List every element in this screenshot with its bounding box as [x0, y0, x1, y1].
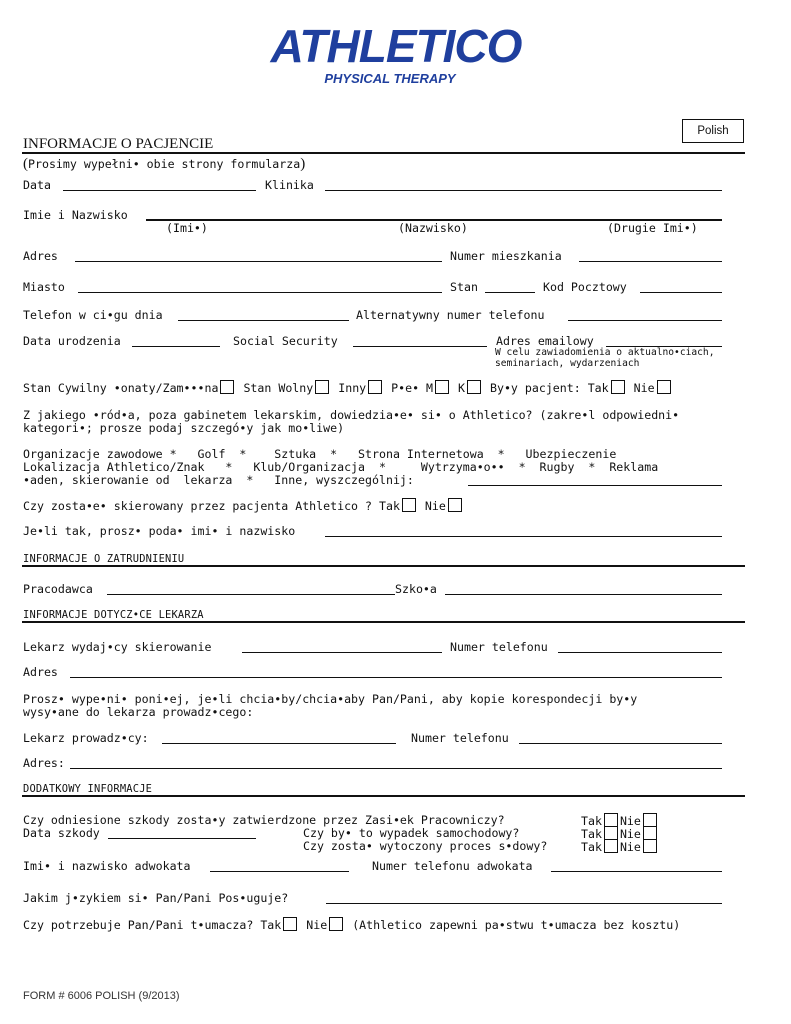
primary-doctor-field[interactable] — [162, 743, 396, 744]
school-field[interactable] — [445, 594, 722, 595]
auto-yes-label: Tak — [581, 827, 602, 841]
lawsuit-yes-checkbox[interactable] — [604, 839, 618, 853]
logo-subtitle: PHYSICAL THERAPY — [324, 71, 456, 86]
female-label: K — [458, 381, 465, 395]
birthdate-label: Data urodzenia — [23, 334, 121, 348]
copies-note-1: Prosz• wype•ni• poni•ej, je•li chcia•by/chcia•aby Pan/Pani, aby kopie korespondecji by•y — [23, 692, 638, 706]
auto-no-label: Nie — [619, 827, 641, 841]
injury-date-field[interactable] — [108, 838, 256, 839]
auto-accident-question: Czy by• to wypadek samochodowy? — [303, 826, 520, 840]
email-note-2: seminariach, wydarzeniach — [495, 358, 640, 369]
zip-field[interactable] — [640, 292, 722, 293]
email-note-1: W celu zawiadomienia o aktualno•ciach, — [495, 347, 715, 358]
interpreter-row — [23, 917, 680, 932]
klinika-field[interactable] — [325, 190, 722, 191]
birthdate-field[interactable] — [132, 346, 220, 347]
source-question-2: kategori•; prosze podaj szczegó•y jak mo•liwe) — [23, 421, 345, 435]
referring-doctor-label: Lekarz wydaj•cy skierowanie — [23, 640, 212, 654]
former-yes-checkbox[interactable] — [611, 380, 625, 394]
data-label: Data — [23, 178, 51, 192]
former-patient-label: By•y pacjent: Tak — [489, 381, 609, 395]
auto-yes-checkbox[interactable] — [604, 826, 618, 840]
wc-no-label: Nie — [619, 814, 641, 828]
female-checkbox[interactable] — [467, 380, 481, 394]
interpreter-no-label: Nie — [306, 918, 328, 932]
state-label: Stan — [450, 280, 478, 294]
name-sub-middle: (Drugie Imi•) — [607, 221, 698, 235]
title-rule — [22, 152, 745, 154]
city-label: Miasto — [23, 280, 65, 294]
instruction — [23, 155, 305, 173]
ssn-label: Social Security — [233, 334, 338, 348]
doctor-address-label: Adres — [23, 665, 58, 679]
additional-section-title: DODATKOWY INFORMACJE — [23, 783, 153, 795]
wc-no-checkbox[interactable] — [643, 813, 657, 827]
referred-yes-checkbox[interactable] — [402, 498, 416, 512]
injury-date-label: Data szkody — [23, 826, 100, 840]
apartment-label: Numer mieszkania — [450, 249, 562, 263]
referrer-name-label: Je•li tak, prosz• poda• imi• i nazwisko — [23, 524, 296, 538]
state-field[interactable] — [485, 292, 535, 293]
language-badge-label: Polish — [697, 125, 729, 137]
interpreter-yes-checkbox[interactable] — [283, 917, 297, 931]
zip-label: Kod Pocztowy — [543, 280, 627, 294]
source-options-1[interactable]: Organizacje zawodowe * Golf * Sztuka * Strona Internetowa * Ubezpieczenie — [23, 447, 617, 461]
doctor-phone-label: Numer telefonu — [450, 640, 548, 654]
source-other-field[interactable] — [468, 485, 722, 486]
lawsuit-question: Czy zosta• wytoczony proces s•dowy? — [303, 839, 548, 853]
language-badge — [682, 119, 744, 143]
auto-no-checkbox[interactable] — [643, 826, 657, 840]
source-options-3[interactable]: •aden, skierowanie od lekarza * Inne, wyszczególnij: — [23, 473, 414, 487]
city-field[interactable] — [78, 292, 442, 293]
address-label: Adres — [23, 249, 58, 263]
klinika-label: Klinika — [265, 178, 314, 192]
additional-rule — [22, 795, 745, 797]
lawsuit-no-checkbox[interactable] — [643, 839, 657, 853]
single-checkbox[interactable] — [315, 380, 329, 394]
primary-phone-label: Numer telefonu — [411, 731, 509, 745]
doctor-section-title: INFORMACJE DOTYCZ•CE LEKARZA — [23, 609, 204, 621]
attorney-phone-label: Numer telefonu adwokata — [372, 859, 533, 873]
data-field[interactable] — [63, 190, 256, 191]
address-field[interactable] — [75, 261, 442, 262]
email-label: Adres emailowy — [496, 334, 594, 348]
gender-label: P•e• M — [391, 381, 434, 395]
referrer-name-field[interactable] — [325, 536, 722, 537]
lawsuit-yes-label: Tak — [581, 840, 602, 854]
marital-row — [23, 380, 673, 395]
attorney-name-label: Imi• i nazwisko adwokata — [23, 859, 191, 873]
name-sub-first: (Imi•) — [166, 221, 208, 235]
wc-yes-label: Tak — [581, 814, 602, 828]
source-options-2[interactable]: Lokalizacja Athletico/Znak * Klub/Organizacja * Wytrzyma•o•• * Rugby * Reklama — [23, 460, 659, 474]
married-checkbox[interactable] — [220, 380, 234, 394]
employer-field[interactable] — [107, 594, 395, 595]
marital-other-label: Inny — [338, 381, 367, 395]
lawsuit-options — [581, 839, 659, 854]
logo-mark — [262, 18, 530, 88]
instruction-paren-open: ( — [23, 156, 28, 172]
former-no-checkbox[interactable] — [657, 380, 671, 394]
referring-doctor-field[interactable] — [242, 652, 442, 653]
instruction-paren-close: ) — [300, 156, 306, 172]
wc-yes-checkbox[interactable] — [604, 813, 618, 827]
primary-address-label: Adres: — [23, 756, 65, 770]
other-checkbox[interactable] — [368, 380, 382, 394]
language-question: Jakim j•zykiem si• Pan/Pani Pos•uguje? — [23, 891, 289, 905]
doctor-phone-field[interactable] — [558, 652, 722, 653]
primary-address-field[interactable] — [70, 768, 722, 769]
lawsuit-no-label: Nie — [619, 840, 641, 854]
employer-label: Pracodawca — [23, 582, 93, 596]
interpreter-question: Czy potrzebuje Pan/Pani t•umacza? Tak — [23, 918, 282, 932]
alt-phone-field[interactable] — [568, 320, 722, 321]
athletico-logo — [262, 18, 530, 88]
source-question-1: Z jakiego •ród•a, poza gabinetem lekarskim, dowiedzia•e• si• o Athletico? (zakre•l odpowiedni• — [23, 408, 680, 422]
referred-row — [23, 498, 464, 513]
name-label: Imie i Nazwisko — [23, 208, 128, 222]
day-phone-label: Telefon w ci•gu dnia — [23, 308, 163, 322]
marital-married-label: Stan Cywilny •onaty/Zam•••na — [23, 381, 219, 395]
ssn-field[interactable] — [353, 346, 487, 347]
doctor-rule — [22, 621, 745, 623]
marital-single-label: Stan Wolny — [243, 381, 314, 395]
name-sub-last: (Nazwisko) — [398, 221, 468, 235]
referred-no-checkbox[interactable] — [448, 498, 462, 512]
school-label: Szko•a — [395, 582, 437, 596]
instruction-text: Prosimy wypełni• obie strony formularza — [28, 157, 301, 171]
copies-note-2: wysy•ane do lekarza prowadz•cego: — [23, 705, 254, 719]
attorney-phone-field[interactable] — [551, 871, 722, 872]
page-title: INFORMACJE O PACJENCIE — [23, 136, 214, 152]
employment-rule — [22, 565, 745, 567]
logo-brand: ATHLETICO — [270, 20, 522, 72]
day-phone-field[interactable] — [178, 320, 349, 321]
referred-label: Czy zosta•e• skierowany przez pacjenta Athletico ? Tak — [23, 499, 400, 513]
primary-phone-field[interactable] — [519, 743, 722, 744]
referred-no-label: Nie — [424, 499, 446, 513]
primary-doctor-label: Lekarz prowadz•cy: — [23, 731, 149, 745]
attorney-name-field[interactable] — [210, 871, 349, 872]
form-footer: FORM # 6006 POLISH (9/2013) — [23, 990, 180, 1002]
interpreter-no-checkbox[interactable] — [329, 917, 343, 931]
interpreter-note: (Athletico zapewni pa•stwu t•umacza bez kosztu) — [352, 918, 681, 932]
workers-comp-question: Czy odniesione szkody zosta•y zatwierdzone przez Zasi•ek Pracowniczy? — [23, 813, 505, 827]
alt-phone-label: Alternatywny numer telefonu — [356, 308, 545, 322]
language-field[interactable] — [326, 903, 722, 904]
apartment-field[interactable] — [579, 261, 722, 262]
former-no-label: Nie — [633, 381, 655, 395]
male-checkbox[interactable] — [435, 380, 449, 394]
employment-section-title: INFORMACJE O ZATRUDNIENIU — [23, 553, 185, 565]
doctor-address-field[interactable] — [70, 677, 722, 678]
